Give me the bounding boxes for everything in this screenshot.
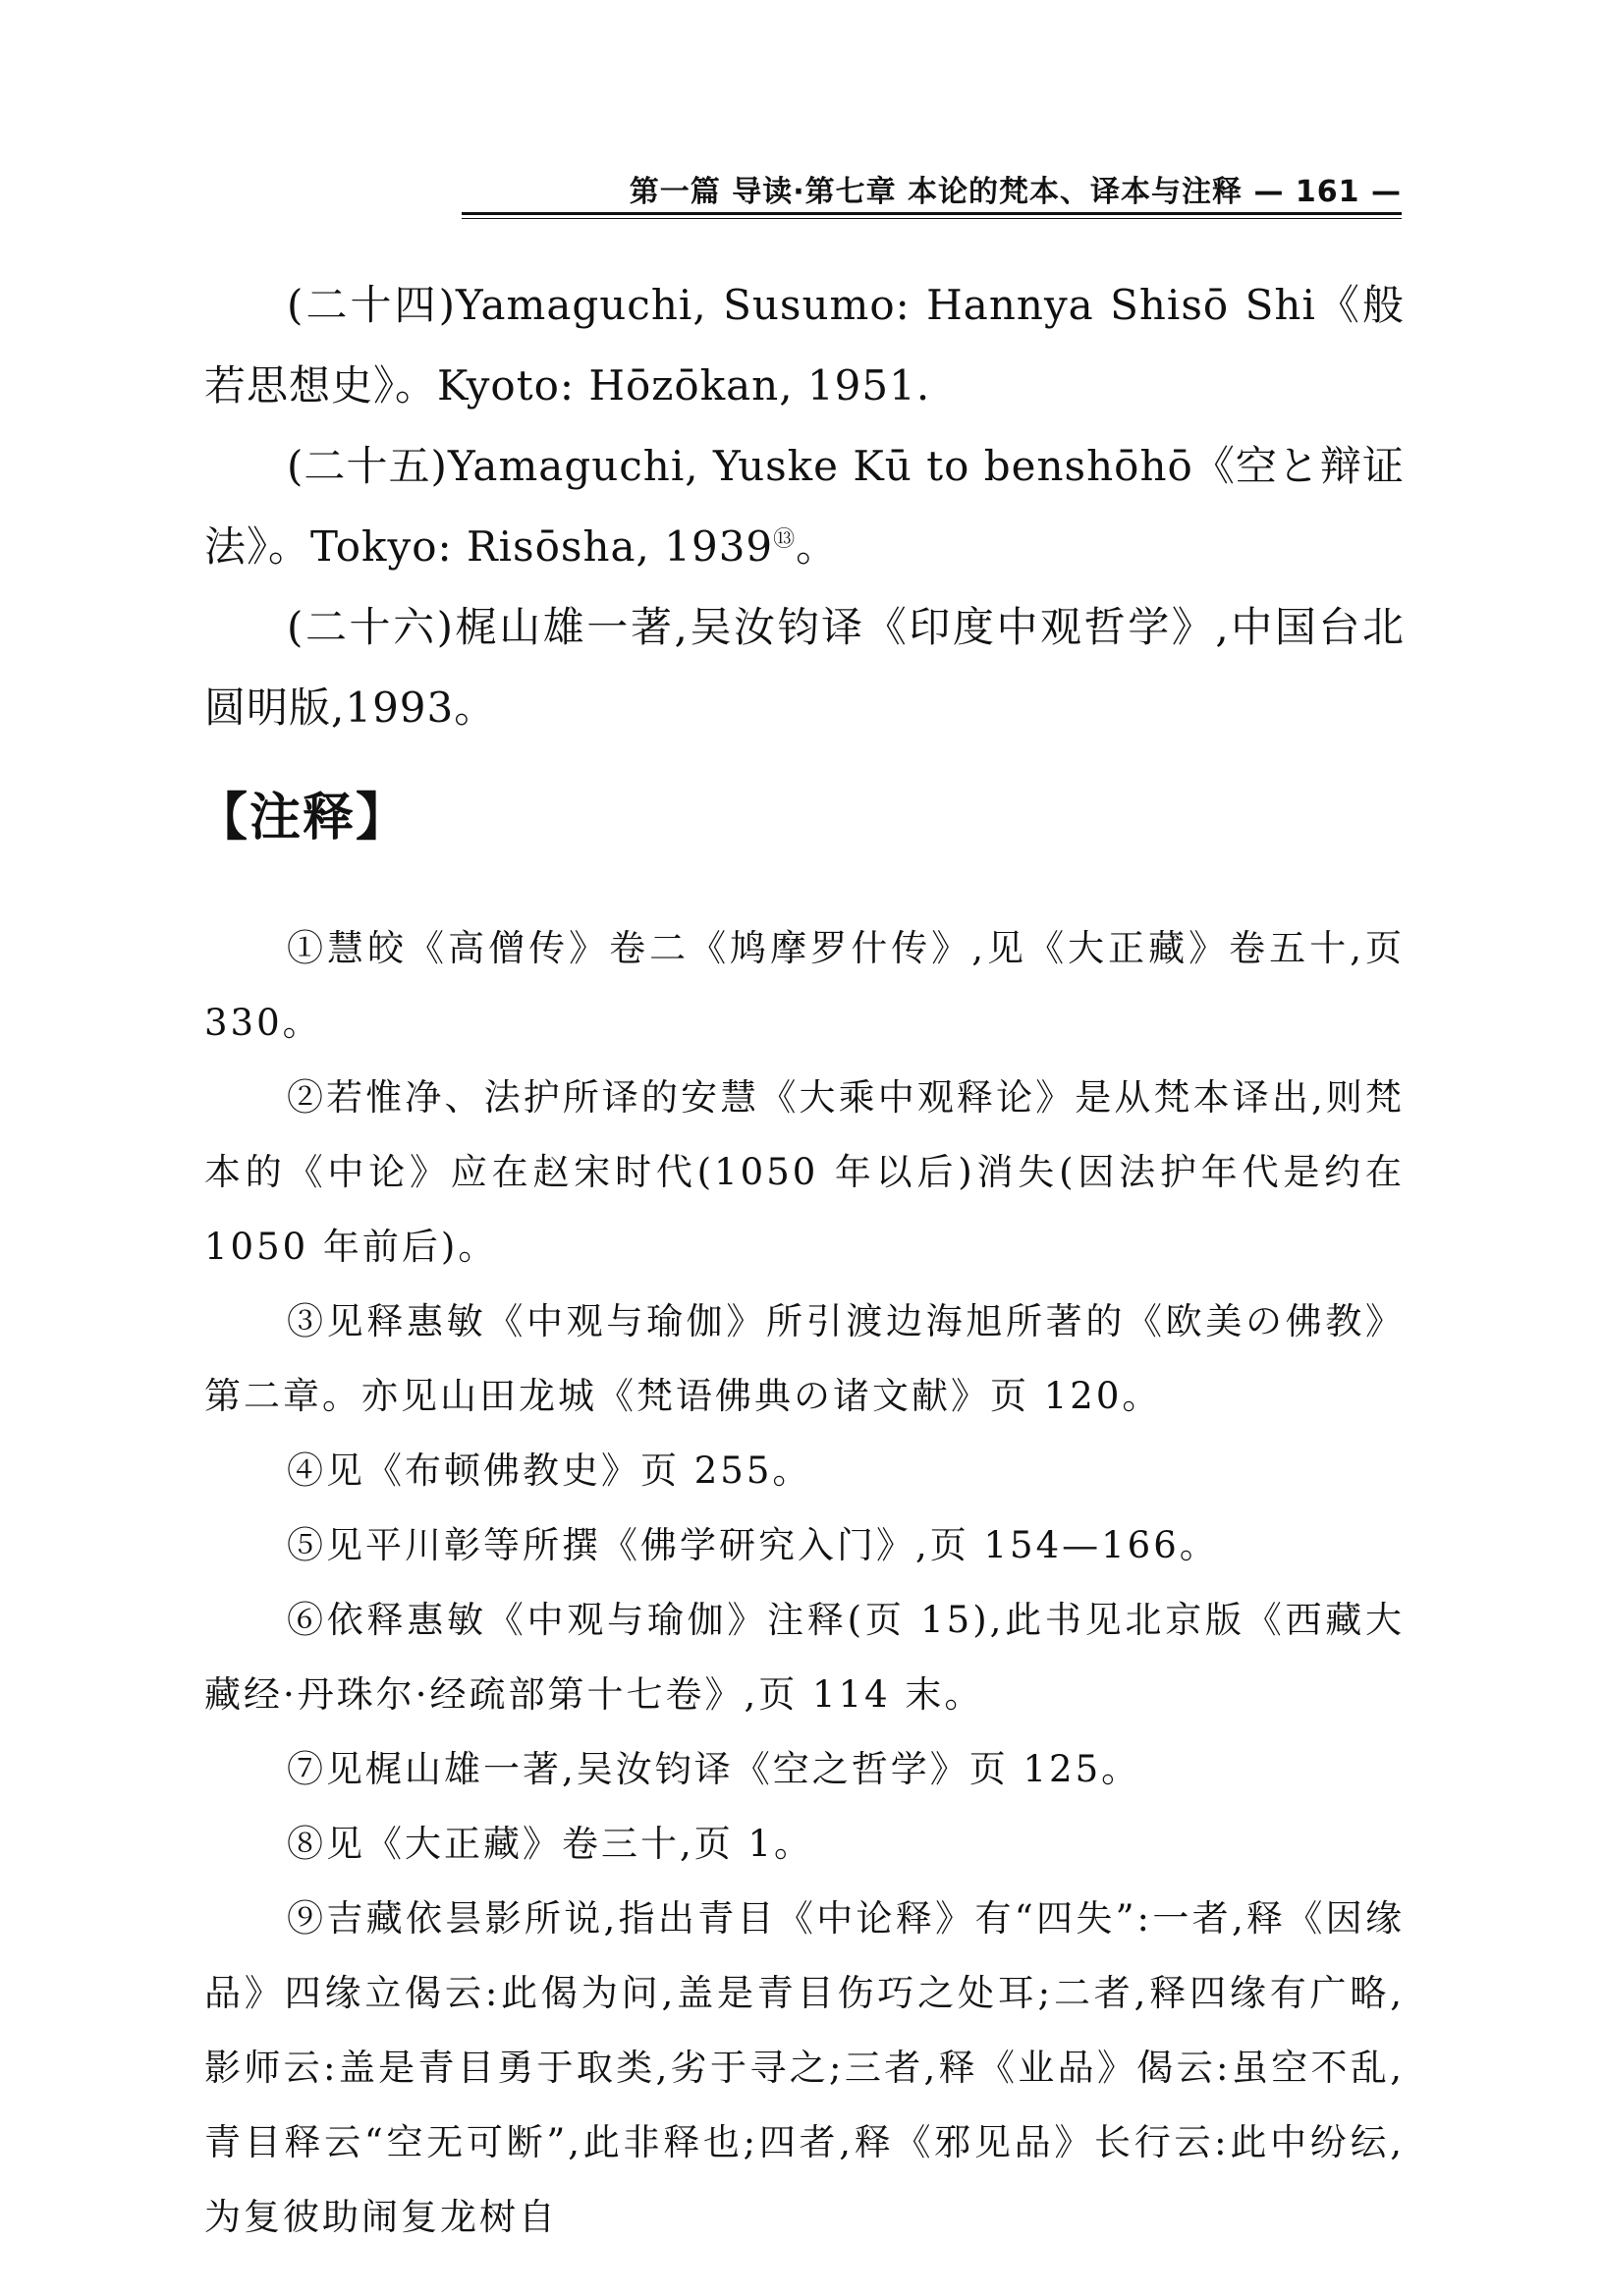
header-rule	[462, 212, 1402, 215]
note-item: ⑨吉藏依昙影所说,指出青目《中论释》有“四失”:一者,释《因缘品》四缘立偈云:此偈为问,盖是青目伤巧之处耳;二者,释四缘有广略,影师云:盖是青目勇于取类,劣于寻之;三者,释《业品》偈云:虽空不乱,青目释云“空无可断”,此非释也;四者,释《邪见品》长行云:此中纷纭,为复彼助闹复龙树自	[204, 1897, 1405, 2238]
note-item: ①慧皎《高僧传》卷二《鸠摩罗什传》,见《大正藏》卷五十,页 330。	[204, 927, 1405, 1044]
section-heading: 【注释】	[196, 789, 410, 847]
note-item: ⑥依释惠敏《中观与瑜伽》注释(页 15),此书见北京版《西藏大藏经·丹珠尔·经疏部第十七卷》,页 114 末。	[204, 1599, 1405, 1716]
reference-list	[204, 265, 1405, 748]
running-header-title: 第一篇 导读·第七章 本论的梵本、译本与注释 — 161 —	[629, 175, 1402, 209]
note-item: ②若惟净、法护所译的安慧《大乘中观释论》是从梵本译出,则梵本的《中论》应在赵宋时代(1050 年以后)消失(因法护年代是约在 1050 年前后)。	[204, 1076, 1405, 1268]
reference-entry: (二十五)Yamaguchi, Yuske Kū to benshōhō《空と辩证法》。Tokyo: Risōsha, 1939⑬。	[204, 442, 1405, 571]
note-item: ⑦见梶山雄一著,吴汝钧译《空之哲学》页 125。	[287, 1748, 1141, 1790]
reference-entry: (二十四)Yamaguchi, Susumo: Hannya Shisō Shi《般若思想史》。Kyoto: Hōzōkan, 1951.	[204, 281, 1405, 410]
note-item: ⑧见《大正藏》卷三十,页 1。	[287, 1823, 814, 1865]
header-rule-thin	[462, 218, 1402, 219]
footnote-mark: ⑬	[773, 527, 797, 552]
note-item: ④见《布顿佛教史》页 255。	[287, 1449, 812, 1492]
note-item: ⑤见平川彰等所撰《佛学研究入门》,页 154—166。	[287, 1524, 1219, 1566]
notes-list	[204, 911, 1405, 2255]
note-item: ③见释惠敏《中观与瑜伽》所引渡边海旭所著的《欧美の佛教》第二章。亦见山田龙城《梵语佛典の诸文献》页 120。	[204, 1300, 1405, 1417]
reference-entry: (二十六)梶山雄一著,吴汝钧译《印度中观哲学》,中国台北圆明版,1993。	[204, 603, 1405, 732]
running-header	[462, 167, 1402, 210]
